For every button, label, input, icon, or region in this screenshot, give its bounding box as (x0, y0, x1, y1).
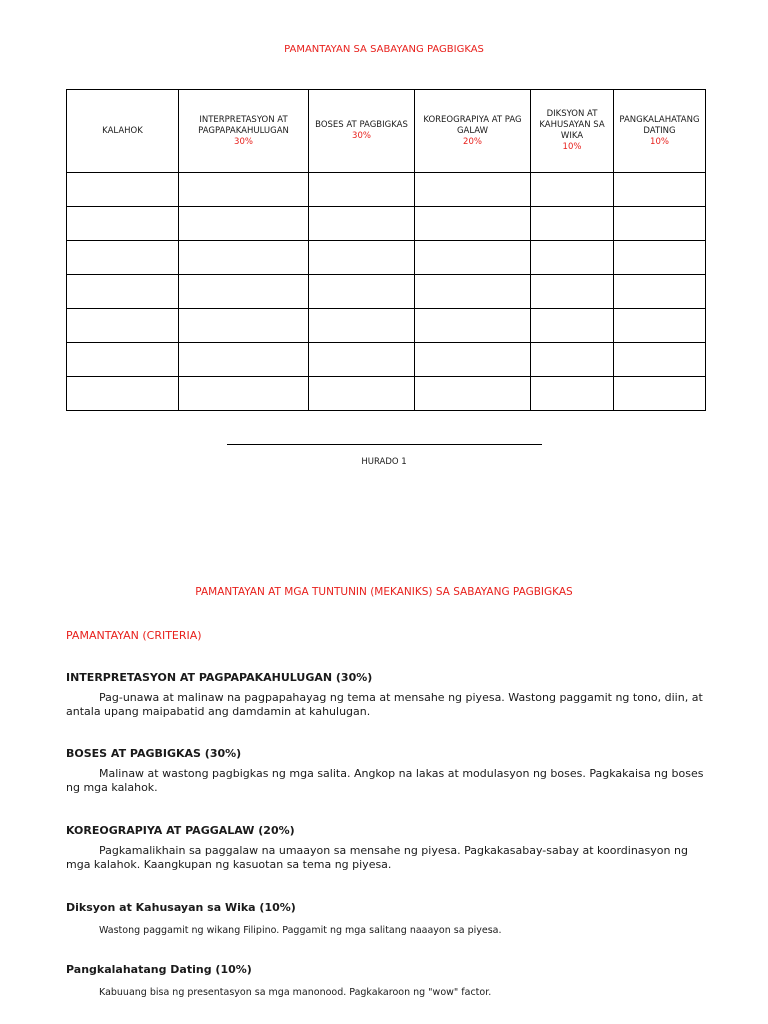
score-cell (415, 343, 531, 377)
criterion-pangkalahatang (66, 963, 706, 1000)
score-cell (67, 343, 179, 377)
score-cell (67, 173, 179, 207)
score-cell (415, 241, 531, 275)
score-table (66, 89, 706, 411)
table-row (67, 275, 706, 309)
header-label: KALAHOK (102, 125, 143, 136)
criterion-heading: BOSES AT PAGBIGKAS (30%) (66, 747, 242, 760)
mechanics-title: PAMANTAYAN AT MGA TUNTUNIN (MEKANIKS) SA SABAYANG PAGBIGKAS (195, 586, 573, 598)
criterion-description: Wastong paggamit ng wikang Filipino. Paggamit ng mga salitang naaayon sa piyesa. (99, 925, 502, 936)
criterion-description: Pagkamalikhain sa paggalaw na umaayon sa mensahe ng piyesa. Pagkakasabay-sabay at koordinasyon ng mga kalahok. Kaangkupan ng kasuotan sa tema ng piyesa. (66, 844, 688, 871)
score-cell (67, 309, 179, 343)
score-cell (415, 207, 531, 241)
score-cell (415, 275, 531, 309)
criterion-koreograpiya (66, 824, 706, 872)
header-koreograpiya (415, 90, 531, 173)
table-row (67, 207, 706, 241)
criteria-label: PAMANTAYAN (CRITERIA) (66, 629, 202, 642)
header-interpretasyon (179, 90, 309, 173)
header-label: KOREOGRAPIYA AT PAG GALAW (423, 114, 522, 136)
score-cell (531, 173, 614, 207)
table-header-row (67, 90, 706, 173)
score-cell (614, 241, 706, 275)
score-cell (309, 207, 415, 241)
score-cell (309, 309, 415, 343)
score-cell (179, 343, 309, 377)
table-row (67, 309, 706, 343)
score-cell (309, 173, 415, 207)
score-cell (67, 377, 179, 411)
criterion-interpretasyon (66, 671, 706, 719)
score-cell (531, 377, 614, 411)
score-cell (67, 275, 179, 309)
score-cell (415, 377, 531, 411)
header-percent: 20% (463, 136, 482, 147)
signature-line (227, 444, 542, 445)
score-cell (309, 275, 415, 309)
score-cell (531, 207, 614, 241)
criterion-boses (66, 747, 706, 795)
header-percent: 10% (562, 142, 582, 152)
score-cell (309, 343, 415, 377)
score-cell (531, 309, 614, 343)
criterion-description: Kabuuang bisa ng presentasyon sa mga manonood. Pagkakaroon ng "wow" factor. (99, 987, 492, 998)
criterion-description: Malinaw at wastong pagbigkas ng mga salita. Angkop na lakas at modulasyon ng boses. Pagkakaisa ng boses ng mga kalahok. (66, 767, 704, 794)
header-percent: 30% (234, 136, 253, 147)
table-row (67, 173, 706, 207)
score-cell (531, 241, 614, 275)
table-row (67, 377, 706, 411)
header-label: DIKSYON AT KAHUSAYAN SA WIKA (539, 109, 605, 141)
score-cell (179, 207, 309, 241)
criterion-heading: KOREOGRAPIYA AT PAGGALAW (20%) (66, 824, 295, 837)
score-cell (179, 275, 309, 309)
score-cell (309, 241, 415, 275)
score-cell (614, 377, 706, 411)
score-cell (67, 207, 179, 241)
score-cell (614, 207, 706, 241)
signature-label: HURADO 1 (361, 457, 407, 467)
criterion-diksyon (66, 901, 706, 938)
header-percent: 10% (650, 136, 669, 147)
score-cell (179, 173, 309, 207)
criterion-description: Pag-unawa at malinaw na pagpapahayag ng tema at mensahe ng piyesa. Wastong paggamit ng tono, diin, at antala upang maipabatid ang damdamin at kahulugan. (66, 691, 703, 718)
criterion-heading: Diksyon at Kahusayan sa Wika (10%) (66, 901, 296, 914)
score-cell (614, 275, 706, 309)
criterion-heading: Pangkalahatang Dating (10%) (66, 963, 252, 976)
score-cell (415, 173, 531, 207)
header-diksyon (531, 90, 614, 173)
header-kalahok (67, 90, 179, 173)
header-label: INTERPRETASYON AT PAGPAPAKAHULUGAN (198, 114, 289, 136)
score-cell (67, 241, 179, 275)
score-cell (614, 173, 706, 207)
score-cell (309, 377, 415, 411)
score-cell (614, 343, 706, 377)
document-title: PAMANTAYAN SA SABAYANG PAGBIGKAS (284, 44, 484, 55)
header-boses (309, 90, 415, 173)
score-cell (531, 275, 614, 309)
header-percent: 30% (352, 131, 371, 141)
score-cell (179, 309, 309, 343)
score-cell (179, 241, 309, 275)
header-pangkalahatang (614, 90, 706, 173)
score-cell (415, 309, 531, 343)
criterion-heading: INTERPRETASYON AT PAGPAPAKAHULUGAN (30%) (66, 671, 373, 684)
header-label: PANGKALAHATANG DATING (619, 114, 700, 136)
score-cell (614, 309, 706, 343)
score-cell (531, 343, 614, 377)
score-table-body (67, 173, 706, 411)
table-row (67, 241, 706, 275)
header-label: BOSES AT PAGBIGKAS (315, 120, 408, 130)
table-row (67, 343, 706, 377)
score-cell (179, 377, 309, 411)
